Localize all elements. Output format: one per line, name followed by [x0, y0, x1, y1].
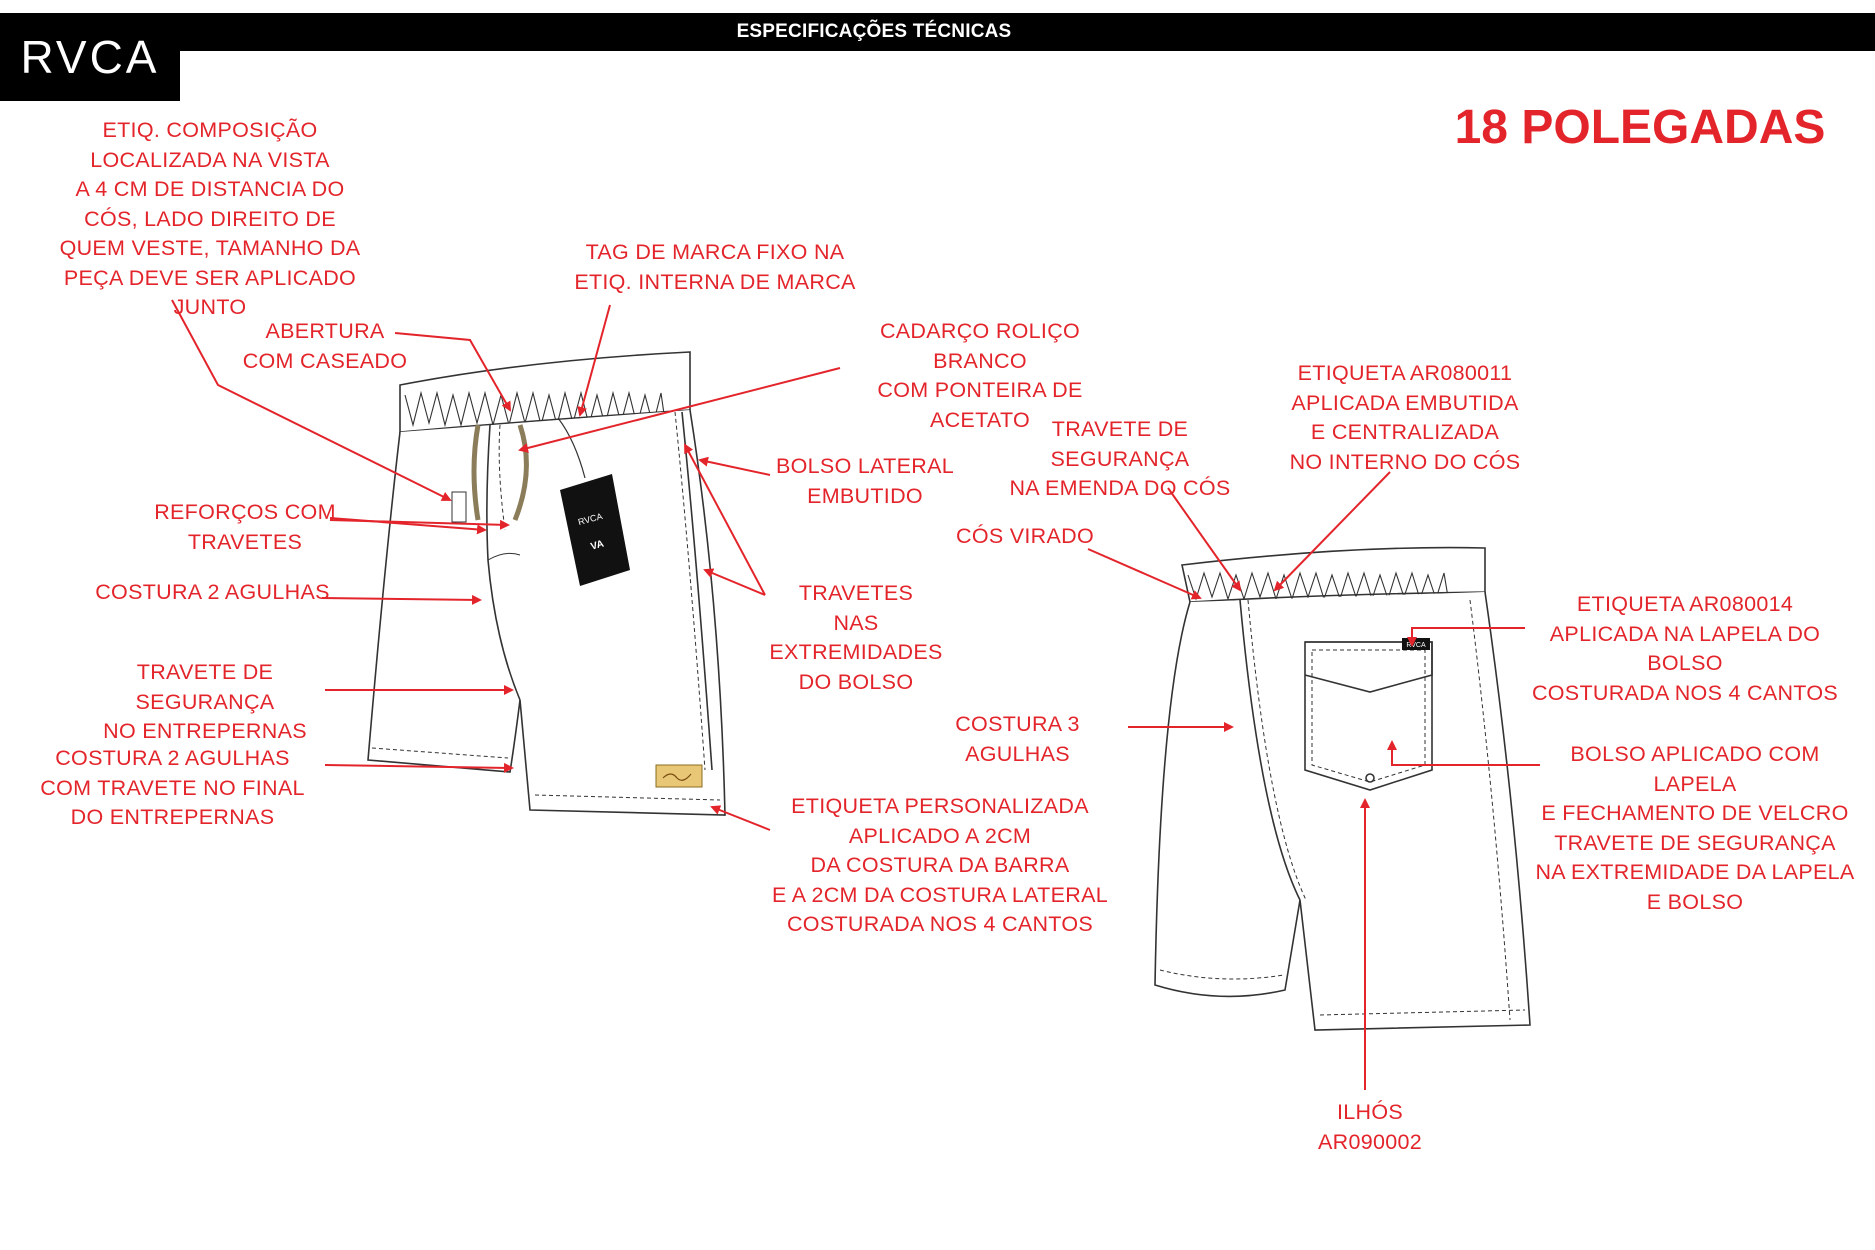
- callout-etiqueta-personalizada: ETIQUETA PERSONALIZADA APLICADO A 2CM DA COSTURA DA BARRA E A 2CM DA COSTURA LATERAL COSTURADA NOS 4 CANTOS: [772, 794, 1108, 936]
- callout-cos-virado: CÓS VIRADO: [956, 524, 1094, 548]
- callout-travete-entrepernas: TRAVETE DE SEGURANÇA NO ENTREPERNAS: [103, 660, 307, 743]
- callout-etiqueta-ar080014: ETIQUETA AR080014 APLICADA NA LAPELA DO BOLSO COSTURADA NOS 4 CANTOS: [1531, 592, 1839, 705]
- callout-tag-marca: TAG DE MARCA FIXO NA ETIQ. INTERNA DE MARCA: [574, 240, 856, 294]
- callout-costura-2-agulhas: COSTURA 2 AGULHAS: [95, 580, 330, 604]
- front-body-outline: [368, 410, 725, 815]
- callout-etiq-composicao: ETIQ. COMPOSIÇÃO LOCALIZADA NA VISTA A 4 CM DE DISTANCIA DO CÓS, LADO DIREITO DE QUEM VESTE, TAMANHO DA PEÇA DEVE SER APLICADO JUNTO: [59, 118, 361, 319]
- hang-tag-brand: RVCA: [576, 511, 604, 528]
- pocket-label-text: RVCA: [1406, 642, 1426, 649]
- size-headline: 18 POLEGADAS: [1454, 101, 1826, 154]
- callout-costura-3-agulhas: COSTURA 3 AGULHAS: [955, 712, 1080, 766]
- callout-bolso-lateral: BOLSO LATERAL EMBUTIDO: [776, 454, 954, 508]
- callout-ilhos: ILHÓS AR090002: [1317, 1100, 1422, 1154]
- callout-costura-2-agulhas-travete: COSTURA 2 AGULHAS COM TRAVETE NO FINAL DO ENTREPERNAS: [40, 746, 305, 829]
- callout-travete-cos: TRAVETE DE SEGURANÇA NA EMENDA DO CÓS: [1009, 417, 1231, 500]
- callout-bolso-aplicado: BOLSO APLICADO COM LAPELA E FECHAMENTO DE VELCRO TRAVETE DE SEGURANÇA NA EXTREMIDADE DA LAPELA E BOLSO: [1535, 742, 1855, 914]
- callout-abertura: ABERTURA COM CASEADO: [242, 319, 408, 373]
- back-pocket: [1305, 642, 1432, 790]
- callout-etiqueta-ar080011: ETIQUETA AR080011 APLICADA EMBUTIDA E CENTRALIZADA NO INTERNO DO CÓS: [1289, 361, 1521, 474]
- callout-travetes-bolso: TRAVETES NAS EXTREMIDADES DO BOLSO: [769, 581, 943, 694]
- front-shorts-drawing: [368, 352, 725, 815]
- logo-text: RVCA: [20, 31, 160, 83]
- hang-tag-mark: VA: [589, 538, 606, 553]
- back-shorts-drawing: [1155, 548, 1530, 1030]
- callout-reforcos: REFORÇOS COM TRAVETES: [154, 500, 336, 554]
- page-title: ESPECIFICAÇÕES TÉCNICAS: [736, 21, 1012, 42]
- callout-cadarco: CADARÇO ROLIÇO BRANCO COM PONTEIRA DE ACETATO: [877, 319, 1083, 432]
